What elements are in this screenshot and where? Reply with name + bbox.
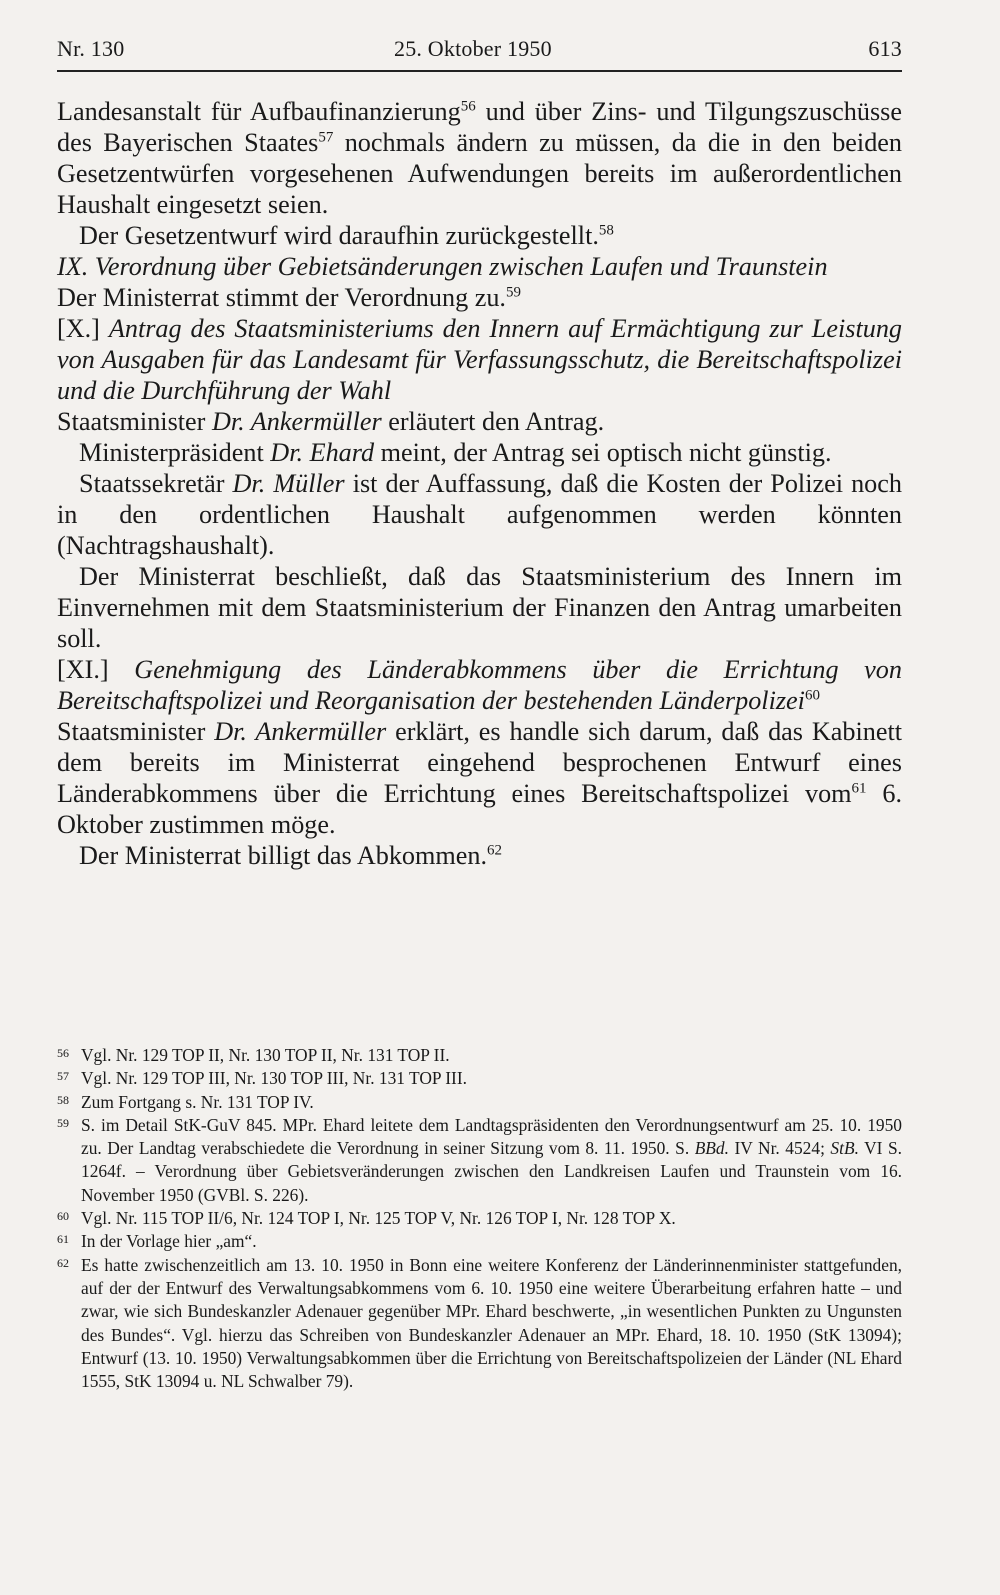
footnote-number: 56 (57, 1046, 69, 1060)
section-heading-ix: IX. Verordnung über Gebietsänderungen zwischen Laufen und Traunstein (57, 252, 828, 281)
section-heading-xi: [XI.] Genehmigung des Länderabkommens über die Errichtung von Bereitschaftspolizei und Reorganisation der bestehenden Länderpolizei$^{60}$ (57, 655, 902, 715)
footnote-number: 62 (57, 1255, 69, 1270)
footnote-ref: 62 (487, 842, 503, 859)
paragraph-x-1: Staatsminister Dr. Ankermüller erläutert den Antrag. (57, 407, 605, 436)
footnote-number: 59 (57, 1115, 69, 1130)
footnote-number: 61 (57, 1232, 69, 1247)
footnote-text: Zum Fortgang s. Nr. 131 TOP IV. (81, 1091, 314, 1112)
person-name: Dr. Müller (232, 469, 345, 498)
paragraph-continuation: Landesanstalt für Aufbaufinanzierung$^{56}$ und über Zins- und Tilgungszuschüsse des Bayerischen Staates$^{57}$ nochmals ändern zu müssen, da die in den beiden Gesetzentwürfen vorgesehenen Aufwendungen bereits im außerordentlichen Haushalt eingesetzt seien. (57, 97, 902, 219)
paragraph-ix: Der Ministerrat stimmt der Verordnung zu.$^{59}$ (57, 283, 521, 312)
footnote-ref: 57 (318, 129, 334, 146)
footnote-ref: 56 (460, 98, 476, 115)
footnote-ref: 60 (804, 687, 820, 704)
paragraph-xi-2: Der Ministerrat billigt das Abkommen.$^{62}$ (79, 841, 503, 870)
page-number: 613 (868, 36, 902, 61)
footnote-text: Vgl. Nr. 129 TOP III, Nr. 130 TOP III, Nr. 131 TOP III. (81, 1068, 467, 1089)
footnote-ref: 59 (505, 284, 521, 301)
person-name: Dr. Ankermüller (211, 407, 382, 436)
paragraph-x-4: Der Ministerrat beschließt, daß das Staatsministerium des Innern im Einvernehmen mit dem Staatsministerium der Finanzen den Antrag umarbeiten soll. (57, 562, 902, 653)
footnote-ref: 61 (851, 780, 867, 797)
document-number: Nr. 130 (57, 36, 125, 61)
footnote-number: 58 (57, 1092, 69, 1107)
footnote (57, 1114, 902, 1207)
main-text (57, 96, 902, 871)
footnote-text: S. im Detail StK-GuV 845. MPr. Ehard leitete dem Landtagspräsidenten den Verordnungsentwurf am 25. 10. 1950 zu. Der Landtag verabschiedete die Verordnung in seiner Sitzung vom 8. 11. 1950. S. BBd. IV Nr. 4524; StB. VI S. 1264f. – Verordnung über Gebietsveränderungen zwischen den Landkreisen Laufen und Traunstein vom 16. November 1950 (GVBl. S. 226). (81, 1114, 902, 1205)
footnotes (57, 1044, 902, 1393)
person-name: Dr. Ankermüller (214, 717, 387, 746)
footnote-text: Es hatte zwischenzeitlich am 13. 10. 1950 in Bonn eine weitere Konferenz der Länderinnenminister stattgefunden, auf der der Entwurf des Verwaltungsabkommens vom 6. 10. 1950 eine weitere Überarbeitung erfahren hatte – und zwar, wie sich Bundeskanzler Adenauer gegenüber MPr. Ehard beschwerte, „in wesentlichen Punkten zu Ungunsten des Bundes“. Vgl. hierzu das Schreiben von Bundeskanzler Adenauer an MPr. Ehard, 18. 10. 1950 (StK 13094); Entwurf (13. 10. 1950) Verwaltungsabkommen über die Errichtung von Bereitschaftspolizeien der Länder (NL Ehard 1555, StK 13094 u. NL Schwalber 79). (81, 1254, 902, 1392)
person-name: Dr. Ehard (270, 438, 375, 467)
paragraph-deferred: Der Gesetzentwurf wird daraufhin zurückgestellt.$^{58}$ (79, 221, 614, 250)
footnote (57, 1254, 902, 1394)
footnote (57, 1091, 902, 1114)
paragraph-xi-1: Staatsminister Dr. Ankermüller erklärt, es handle sich darum, daß das Kabinett dem bereits im Ministerrat eingehend besprochenen Entwurf eines Länderabkommens über die Errichtung eines Bereitschaftspolizei vom$^{61}$ 6. Oktober zustimmen möge. (57, 717, 903, 839)
footnote-number: 57 (57, 1069, 69, 1084)
section-heading-x: [X.] Antrag des Staatsministeriums den Innern auf Ermächtigung zur Leistung von Ausgaben für das Landesamt für Verfassungsschutz, die Bereitschaftspolizei und die Durchführung der Wahl (57, 314, 903, 405)
paragraph-x-3: Staatssekretär Dr. Müller ist der Auffassung, daß die Kosten der Polizei noch in den ordentlichen Haushalt aufgenommen werden könnten (Nachtragshaushalt). (57, 469, 902, 560)
footnote-text: In der Vorlage hier „am“. (81, 1231, 257, 1252)
running-header (57, 36, 902, 66)
footnote-text: Vgl. Nr. 115 TOP II/6, Nr. 124 TOP I, Nr. 125 TOP V, Nr. 126 TOP I, Nr. 128 TOP X. (81, 1208, 676, 1229)
header-date: 25. Oktober 1950 (394, 36, 552, 61)
footnote (57, 1044, 902, 1067)
footnote-number: 60 (57, 1209, 69, 1224)
header-rule (57, 70, 902, 72)
footnote (57, 1230, 902, 1253)
footnote-ref: 58 (598, 222, 614, 239)
footnote-text: Vgl. Nr. 129 TOP II, Nr. 130 TOP II, Nr. 131 TOP II. (81, 1045, 450, 1065)
footnote (57, 1067, 902, 1090)
footnote (57, 1207, 902, 1230)
paragraph-x-2: Ministerpräsident Dr. Ehard meint, der Antrag sei optisch nicht günstig. (79, 438, 832, 467)
